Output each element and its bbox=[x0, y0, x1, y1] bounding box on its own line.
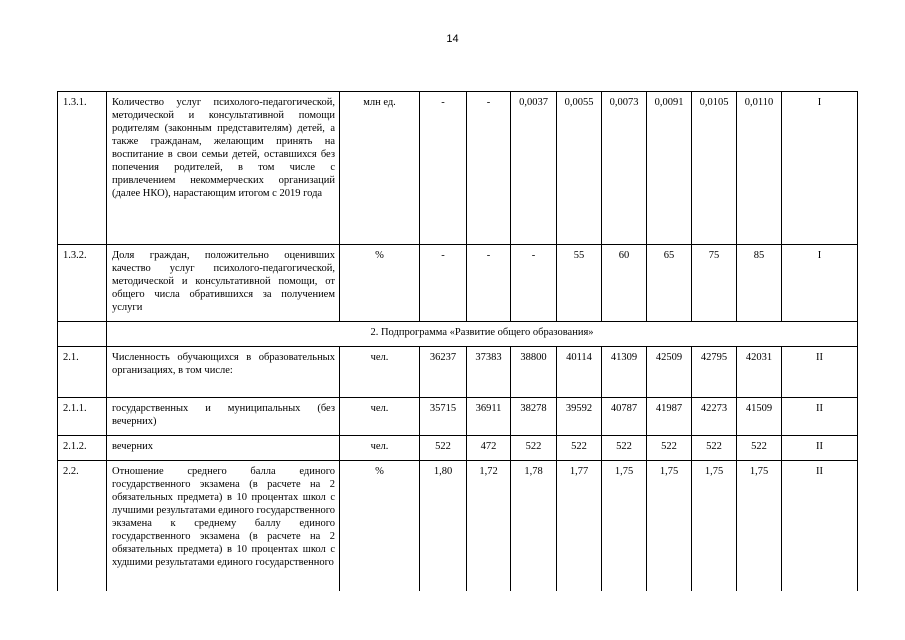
indicator-name: Количество услуг психолого-педагогической, методической и консультативной помощи родителям (законным представителям) детей, а также гражданам, желающим принять на воспитание в свои семьи детей, оставшихся без попечения родителей, в том числе с привлечением некоммерческих организаций (далее НКО), нарастающим итогом с 2019 года bbox=[107, 92, 340, 245]
value-cell: 42031 bbox=[737, 347, 782, 398]
value-cell: 37383 bbox=[467, 347, 511, 398]
level-cell: II bbox=[782, 436, 858, 461]
value-cell: 522 bbox=[557, 436, 602, 461]
value-cell: 0,0073 bbox=[602, 92, 647, 245]
value-cell: 42509 bbox=[647, 347, 692, 398]
value-cell: 522 bbox=[692, 436, 737, 461]
value-cell: 75 bbox=[692, 245, 737, 322]
value-cell: 1,78 bbox=[511, 461, 557, 591]
indicator-name: вечерних bbox=[107, 436, 340, 461]
indicator-name: Отношение среднего балла единого государственного экзамена (в расчете на 2 обязательных предмета) в 10 процентах школ с лучшими результатами единого государственного экзамена к среднему баллу единого государственного экзамена (в расчете на 2 обязательных предмета) в 10 процентах школ с худшими результатами единого государственного bbox=[107, 461, 340, 591]
indicator-name: Численность обучающихся в образовательных организациях, в том числе: bbox=[107, 347, 340, 398]
value-cell: - bbox=[467, 245, 511, 322]
page-number: 14 bbox=[446, 33, 459, 45]
section-row bbox=[58, 322, 858, 347]
value-cell: 35715 bbox=[420, 398, 467, 436]
value-cell: 522 bbox=[511, 436, 557, 461]
value-cell: - bbox=[511, 245, 557, 322]
value-cell: 1,75 bbox=[737, 461, 782, 591]
value-cell: 1,72 bbox=[467, 461, 511, 591]
value-cell: 65 bbox=[647, 245, 692, 322]
level-cell: II bbox=[782, 461, 858, 591]
value-cell: - bbox=[467, 92, 511, 245]
value-cell: 1,75 bbox=[647, 461, 692, 591]
unit-cell: чел. bbox=[340, 436, 420, 461]
unit-cell: чел. bbox=[340, 398, 420, 436]
value-cell: 55 bbox=[557, 245, 602, 322]
value-cell: 85 bbox=[737, 245, 782, 322]
level-cell: II bbox=[782, 398, 858, 436]
value-cell: 1,80 bbox=[420, 461, 467, 591]
value-cell: - bbox=[420, 92, 467, 245]
row-number: 2.2. bbox=[58, 461, 107, 591]
unit-cell: чел. bbox=[340, 347, 420, 398]
table-row bbox=[58, 461, 858, 591]
value-cell: 60 bbox=[602, 245, 647, 322]
row-number: 1.3.2. bbox=[58, 245, 107, 322]
value-cell: - bbox=[420, 245, 467, 322]
table-row bbox=[58, 347, 858, 398]
unit-cell: % bbox=[340, 245, 420, 322]
value-cell: 38800 bbox=[511, 347, 557, 398]
level-cell: I bbox=[782, 92, 858, 245]
level-cell: I bbox=[782, 245, 858, 322]
table-row bbox=[58, 245, 858, 322]
indicator-name: государственных и муниципальных (без вечерних) bbox=[107, 398, 340, 436]
value-cell: 0,0037 bbox=[511, 92, 557, 245]
section-empty-cell bbox=[58, 322, 107, 347]
value-cell: 42273 bbox=[692, 398, 737, 436]
row-number: 1.3.1. bbox=[58, 92, 107, 245]
value-cell: 522 bbox=[647, 436, 692, 461]
value-cell: 1,75 bbox=[692, 461, 737, 591]
value-cell: 39592 bbox=[557, 398, 602, 436]
table-row bbox=[58, 398, 858, 436]
value-cell: 42795 bbox=[692, 347, 737, 398]
value-cell: 38278 bbox=[511, 398, 557, 436]
value-cell: 522 bbox=[420, 436, 467, 461]
table-row bbox=[58, 92, 858, 245]
value-cell: 41509 bbox=[737, 398, 782, 436]
level-cell: II bbox=[782, 347, 858, 398]
value-cell: 41309 bbox=[602, 347, 647, 398]
value-cell: 1,77 bbox=[557, 461, 602, 591]
row-number: 2.1.2. bbox=[58, 436, 107, 461]
value-cell: 522 bbox=[602, 436, 647, 461]
value-cell: 0,0091 bbox=[647, 92, 692, 245]
value-cell: 0,0110 bbox=[737, 92, 782, 245]
section-title: 2. Подпрограмма «Развитие общего образования» bbox=[107, 322, 858, 347]
indicators-table bbox=[57, 91, 858, 591]
value-cell: 41987 bbox=[647, 398, 692, 436]
value-cell: 40114 bbox=[557, 347, 602, 398]
table-row bbox=[58, 436, 858, 461]
value-cell: 1,75 bbox=[602, 461, 647, 591]
row-number: 2.1.1. bbox=[58, 398, 107, 436]
value-cell: 0,0055 bbox=[557, 92, 602, 245]
indicator-name: Доля граждан, положительно оценивших качество услуг психолого-педагогической, методической и консультативной помощи, от общего числа обратившихся за получением услуги bbox=[107, 245, 340, 322]
value-cell: 0,0105 bbox=[692, 92, 737, 245]
value-cell: 36911 bbox=[467, 398, 511, 436]
row-number: 2.1. bbox=[58, 347, 107, 398]
value-cell: 36237 bbox=[420, 347, 467, 398]
unit-cell: % bbox=[340, 461, 420, 591]
value-cell: 472 bbox=[467, 436, 511, 461]
value-cell: 522 bbox=[737, 436, 782, 461]
value-cell: 40787 bbox=[602, 398, 647, 436]
unit-cell: млн ед. bbox=[340, 92, 420, 245]
